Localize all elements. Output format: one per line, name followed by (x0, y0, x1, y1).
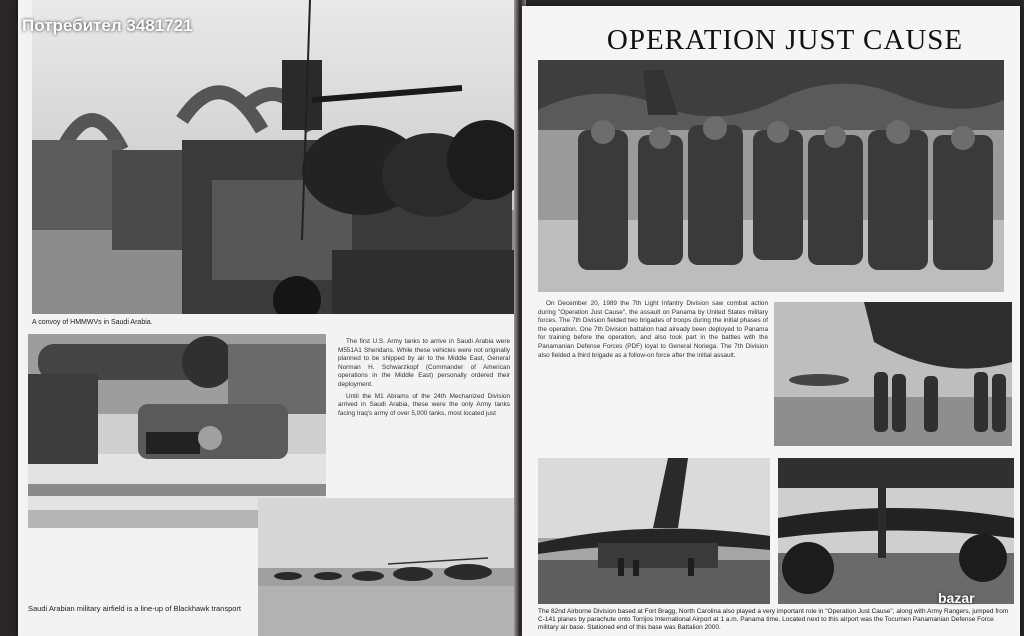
caption-airfield: Saudi Arabian military airfield is a line-up of Blackhawk transport (28, 604, 242, 613)
photo-aircraft-interior (778, 458, 1014, 604)
photo-troops-aircraft (774, 302, 1012, 446)
watermark: Потребител 3481721 (22, 16, 193, 35)
page-title: OPERATION JUST CAUSE (606, 24, 964, 56)
body-text-just-cause (538, 300, 768, 363)
left-page (18, 0, 518, 636)
photo-airfield-helicopters (258, 498, 518, 636)
body-paragraph: The first U.S. Army tanks to arrive in Saudi Arabia were M551A1 Sheridans. While these vehicles were not originally planned to be shipped by air to the Middle East, General Norman H. Schwarzkopf (Commander of American operations in the Middle East) personally ordered their deployment. (338, 338, 510, 388)
right-page (522, 6, 1020, 636)
body-paragraph: On December 20, 1989 the 7th Light Infantry Division saw combat action during "Operation Just Cause", the assault on Panama by United States military forces. The 7th Division fielded two brigades of troops during the initial phases of the operation. One 7th Division battalion had already been deployed to Panama for training before the operation, and also took part in the battles with the Panamanian Defense Forces (PDF) loyal to General Noriega. The 7th Division also fielded a third brigade as a follow-on force after the initial assault. (538, 300, 768, 359)
body-text-sheridans (338, 338, 510, 421)
body-paragraph: Until the M1 Abrams of the 24th Mechanized Division arrived in Saudi Arabia, these were the only Army tanks facing Iraq's army of over 5,000 tanks, most located just (338, 392, 510, 417)
caption-82nd-airborne: The 82nd Airborne Division based at Fort Bragg, North Carolina also played a very important role in "Operation Just Cause", along with Army Rangers, jumped from C-141 planes by parachute onto Torrijos International Airport at 1 a.m. Panama time. Located next to this airport was the Tocumen Panamanian Defense Force military air base. Stationed end of this base was Battalion 2000. (538, 608, 1009, 631)
site-logo: bazar (938, 590, 975, 606)
caption-hmmwv-convoy: A convoy of HMMWVs in Saudi Arabia. (32, 319, 153, 326)
photo-c141-transport (538, 458, 770, 604)
photo-hmmwv-convoy (32, 0, 514, 314)
photo-paratroopers (538, 60, 1004, 292)
